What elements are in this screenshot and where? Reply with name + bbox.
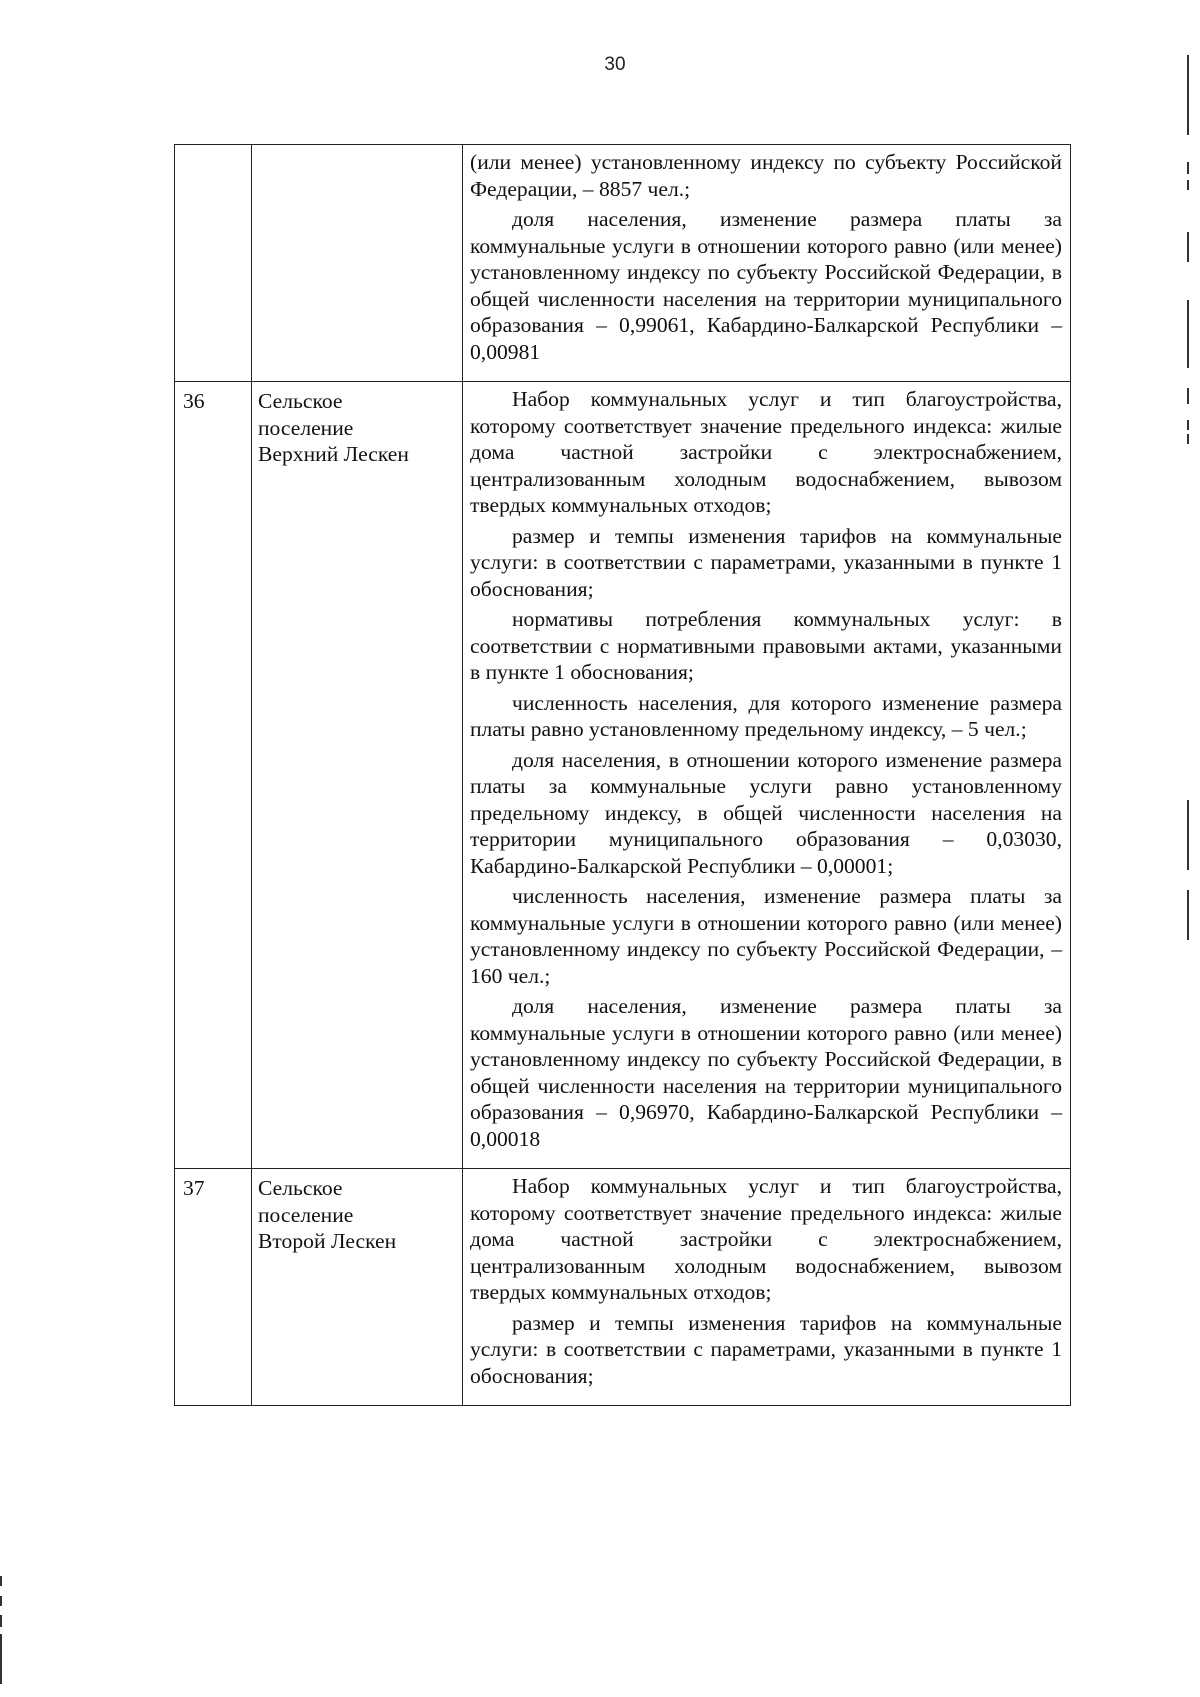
scan-edge-mark	[1187, 434, 1189, 444]
description-paragraph: доля населения, изменение размера платы за коммунальные услуги в отношении которого равно (или менее) установленному индексу по субъекту Российской Федерации, в общей численности населения на территории муниципального образования – 0,99061, Кабардино-Балкарской Республики – 0,00981	[470, 207, 1062, 364]
page-number: 30	[604, 54, 626, 75]
settlement-name-line: поселение	[258, 415, 354, 440]
description-paragraph: численность населения, изменение размера платы за коммунальные услуги в отношении которого равно (или менее) установленному индексу по субъекту Российской Федерации, – 160 чел.;	[470, 884, 1062, 988]
settlement-name-line: поселение	[258, 1202, 354, 1227]
table-row	[175, 1169, 1071, 1406]
scan-edge-mark	[0, 1576, 2, 1586]
scan-edge-mark	[0, 1596, 2, 1606]
scan-edge-mark	[1187, 300, 1189, 368]
scan-edge-mark	[1187, 388, 1189, 404]
document-table	[174, 144, 1071, 1406]
description-paragraph: Набор коммунальных услуг и тип благоустройства, которому соответствует значение предельного индекса: жилые дома частной застройки с электроснабжением, централизованным холодным водоснабжением, вывозом твердых коммунальных отходов;	[470, 387, 1062, 517]
table-row	[175, 382, 1071, 1169]
row-name-cell	[252, 145, 463, 382]
row-description-cell	[463, 145, 1071, 382]
description-paragraph: численность населения, для которого изменение размера платы равно установленному предельному индексу, – 5 чел.;	[470, 690, 1062, 741]
scan-edge-mark	[1187, 420, 1189, 430]
description-paragraph: нормативы потребления коммунальных услуг: в соответствии с нормативными правовыми актами, указанными в пункте 1 обоснования;	[470, 607, 1062, 684]
row-description-cell	[463, 382, 1071, 1169]
row-name-cell	[252, 382, 463, 1169]
scan-edge-mark	[1187, 890, 1189, 940]
description-paragraph: размер и темпы изменения тарифов на коммунальные услуги: в соответствии с параметрами, указанными в пункте 1 обоснования;	[470, 523, 1062, 601]
description-paragraph: доля населения, в отношении которого изменение размера платы за коммунальные услуги равно установленному предельному индексу, в общей численности населения на территории муниципального образования – 0,03030, Кабардино-Балкарской Республики – 0,00001;	[470, 747, 1062, 878]
table-row	[175, 145, 1071, 382]
scan-edge-mark	[0, 1615, 2, 1627]
description-paragraph: размер и темпы изменения тарифов на коммунальные услуги: в соответствии с параметрами, указанными в пункте 1 обоснования;	[470, 1310, 1062, 1388]
settlement-name-line: Верхний Лескен	[258, 442, 409, 466]
settlement-name-line: Сельское	[258, 389, 343, 413]
description-paragraph: Набор коммунальных услуг и тип благоустройства, которому соответствует значение предельного индекса: жилые дома частной застройки с электроснабжением, централизованным холодным водоснабжением, вывозом твердых коммунальных отходов;	[470, 1174, 1062, 1304]
description-paragraph: доля населения, изменение размера платы за коммунальные услуги в отношении которого равно (или менее) установленному индексу по субъекту Российской Федерации, в общей численности населения на территории муниципального образования – 0,96970, Кабардино-Балкарской Республики – 0,00018	[470, 994, 1062, 1151]
row-name-cell	[252, 1169, 463, 1406]
scan-edge-mark	[1187, 162, 1189, 174]
settlement-name-line: Второй Лескен	[258, 1229, 397, 1253]
description-paragraph: (или менее) установленному индексу по субъекту Российской Федерации, – 8857 чел.;	[470, 150, 1062, 201]
scan-edge-mark	[1187, 180, 1189, 190]
row-description-cell	[463, 1169, 1071, 1406]
scan-edge-mark	[0, 1634, 2, 1684]
scan-edge-mark	[1187, 800, 1189, 870]
row-number-cell	[175, 145, 252, 382]
scan-edge-mark	[1187, 55, 1189, 135]
settlement-name-line: Сельское	[258, 1176, 343, 1200]
scan-edge-mark	[1187, 232, 1189, 262]
row-number-cell: 37	[175, 1169, 252, 1406]
row-number-cell: 36	[175, 382, 252, 1169]
